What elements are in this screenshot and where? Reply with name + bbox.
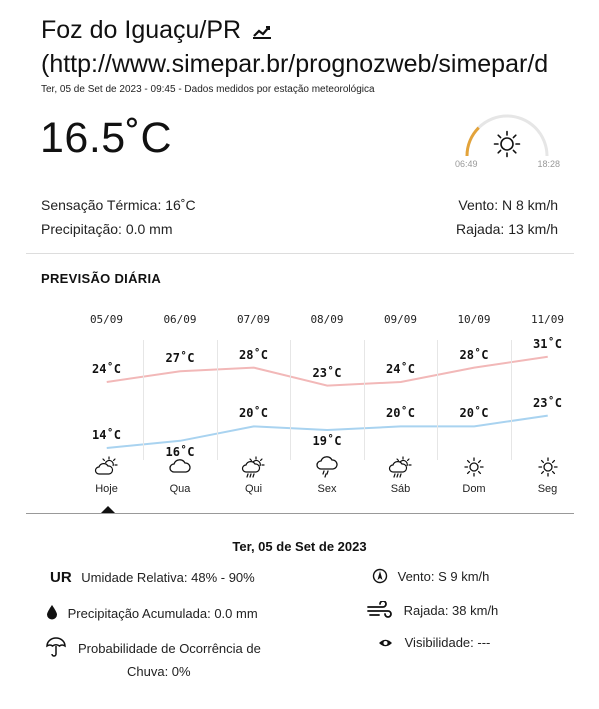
detail-gust-row <box>366 601 498 622</box>
wind: Vento: N 8 km/h <box>458 197 558 213</box>
observation-subtitle: Ter, 05 de Set de 2023 - 09:45 - Dados medidos por estação meteorológica <box>41 84 375 95</box>
day-name: Seg <box>537 483 558 495</box>
min-temp-label: 16˚C <box>165 444 195 459</box>
divider <box>26 513 574 514</box>
day-date: 05/09 <box>89 313 124 326</box>
day-date: 07/09 <box>236 313 271 326</box>
visibility-row <box>378 635 490 651</box>
sun-icon <box>438 456 511 483</box>
sun-progress-gauge <box>455 112 560 172</box>
umbrella-icon <box>45 636 67 663</box>
precip-acc-text: Precipitação Acumulada: 0.0 mm <box>67 606 258 621</box>
compass-icon <box>372 568 388 587</box>
sunset-time: 18:28 <box>537 159 560 169</box>
min-temp-label: 14˚C <box>92 428 121 442</box>
day-column[interactable] <box>364 340 438 460</box>
max-temp-label: 23˚C <box>312 365 342 380</box>
min-temp-label: 19˚C <box>312 434 342 448</box>
day-column[interactable] <box>70 340 144 460</box>
day-date: 06/09 <box>163 313 197 326</box>
wind-gust-icon <box>366 601 394 622</box>
max-temp-label: 28˚C <box>239 347 268 362</box>
max-temp-label: 27˚C <box>165 351 195 366</box>
day-date: 11/09 <box>530 313 565 326</box>
cloud-icon <box>144 456 217 481</box>
precipitation: Precipitação: 0.0 mm <box>41 221 173 237</box>
precip-acc-row <box>46 604 258 623</box>
gust: Rajada: 13 km/h <box>456 221 558 237</box>
current-temperature: 16.5˚C <box>40 114 173 162</box>
day-date: 08/09 <box>310 313 344 326</box>
trend-chart-icon[interactable] <box>252 17 272 46</box>
day-name: Qui <box>244 483 263 495</box>
min-temp-label: 23˚C <box>533 395 562 410</box>
sun-cloud-rain-icon <box>217 456 290 485</box>
day-name: Dom <box>462 483 486 495</box>
min-temp-label: 20˚C <box>459 406 489 421</box>
day-date: 09/09 <box>383 313 418 326</box>
sunrise-time: 06:49 <box>455 159 478 169</box>
detail-date: Ter, 05 de Set de 2023 <box>232 539 367 554</box>
eye-icon <box>378 636 393 651</box>
ur-icon: UR <box>50 569 72 586</box>
max-temp-label: 31˚C <box>533 336 562 351</box>
divider <box>26 253 574 254</box>
rain-prob-line2: Chuva: 0% <box>127 664 191 679</box>
day-name: Qua <box>169 483 191 495</box>
day-name: Sáb <box>390 483 411 495</box>
selected-day-pointer <box>101 506 115 513</box>
humidity-row <box>50 569 255 586</box>
sun-icon <box>511 456 573 483</box>
min-temp-label: 20˚C <box>386 406 415 421</box>
location-title <box>41 16 272 46</box>
max-temp-label: 24˚C <box>92 362 121 376</box>
partly-cloudy-sun-icon <box>70 456 143 481</box>
sun-icon <box>493 130 521 163</box>
drop-icon <box>46 604 58 623</box>
source-url[interactable]: (http://www.simepar.br/prognozweb/simepar/d <box>41 50 549 78</box>
detail-wind-row <box>372 568 489 587</box>
cloud-rain-icon <box>291 456 364 483</box>
day-date: 10/09 <box>457 313 491 326</box>
humidity-text: Umidade Relativa: 48% - 90% <box>81 570 255 585</box>
detail-wind-text: Vento: S 9 km/h <box>397 569 490 584</box>
max-temp-label: 24˚C <box>386 362 415 376</box>
min-temp-label: 20˚C <box>239 406 268 421</box>
day-name: Hoje <box>95 483 118 495</box>
forecast-title: PREVISÃO DIÁRIA <box>41 271 162 286</box>
max-temp-label: 28˚C <box>459 347 489 362</box>
feels-like: Sensação Térmica: 16˚C <box>41 197 196 213</box>
day-name: Sex <box>317 483 337 495</box>
rain-prob-line1: Probabilidade de Ocorrência de <box>78 641 261 656</box>
detail-gust-text: Rajada: 38 km/h <box>403 603 499 618</box>
sun-cloud-rain-icon <box>364 456 437 485</box>
visibility-text: Visibilidade: --- <box>404 635 491 650</box>
location-name: Foz do Iguaçu/PR <box>41 16 242 44</box>
daily-forecast-strip[interactable] <box>70 310 573 510</box>
